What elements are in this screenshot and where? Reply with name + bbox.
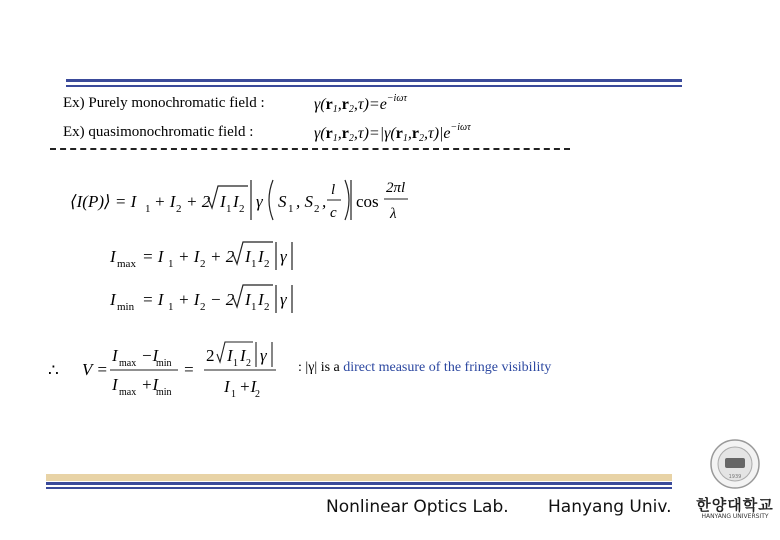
visibility-equation xyxy=(46,338,296,400)
svg-text:cos: cos xyxy=(356,192,379,211)
svg-text:I: I xyxy=(258,290,264,309)
svg-text:1: 1 xyxy=(231,389,236,400)
svg-text:V =: V = xyxy=(82,360,108,379)
svg-text:2: 2 xyxy=(200,258,206,270)
svg-text:I: I xyxy=(258,247,264,266)
svg-text:2: 2 xyxy=(246,358,251,369)
seal-year: 1939 xyxy=(728,474,742,480)
svg-text:+I: +I xyxy=(141,375,159,394)
dashed-separator xyxy=(50,148,570,150)
bottom-bar-blue xyxy=(46,482,672,485)
svg-text:I: I xyxy=(233,192,239,211)
svg-text:I: I xyxy=(245,290,251,309)
svg-text:γ: γ xyxy=(260,346,267,365)
svg-text:γ(r1,r2,τ)=|γ(r1,r2,τ)|e−iωτ: $\gamma(r1,r2,\tau)=|\gamma(r1,r2,\tau)|e^{-i\omega\tau}$ xyxy=(314,122,471,144)
svg-text:γ: γ xyxy=(280,247,287,266)
example-quasi-label: Ex) quasimonochromatic field : xyxy=(63,124,254,140)
svg-text:1: 1 xyxy=(168,301,174,313)
imin-equation xyxy=(108,283,308,317)
example-mono-row xyxy=(63,95,265,112)
svg-text:, S: , S xyxy=(296,192,313,211)
svg-text:⟨I(P)⟩ = I: ⟨I(P)⟩ = I xyxy=(70,192,137,211)
svg-text:λ: λ xyxy=(390,206,397,222)
svg-text:1: 1 xyxy=(168,258,174,270)
mono-formula xyxy=(312,90,452,116)
logo-english-name: HANYANG UNIVERSITY xyxy=(701,513,769,520)
top-bar-line-lower xyxy=(66,85,682,87)
svg-text:max: max xyxy=(117,258,136,270)
footer-university: Hanyang Univ. xyxy=(548,497,672,517)
svg-text:2: 2 xyxy=(264,301,270,313)
example-quasi-row xyxy=(63,124,253,141)
svg-text:+ 2: + 2 xyxy=(186,192,211,211)
svg-text:+ I: + I xyxy=(178,290,200,309)
svg-text:2πl: 2πl xyxy=(386,180,406,196)
top-divider-bar xyxy=(66,79,682,89)
svg-text:min: min xyxy=(156,358,172,369)
svg-text:1: 1 xyxy=(251,301,257,313)
statement-is-a: is a xyxy=(320,360,340,375)
svg-text:1: 1 xyxy=(288,203,294,215)
svg-text:− 2: − 2 xyxy=(210,290,235,309)
logo-korean-name: 한양대학교 xyxy=(696,496,774,514)
svg-text:+I: +I xyxy=(239,377,257,396)
svg-text:+ I: + I xyxy=(178,247,200,266)
svg-text:γ: γ xyxy=(280,290,287,309)
top-bar-line-upper xyxy=(66,79,682,82)
svg-text:I: I xyxy=(240,346,246,365)
bottom-bar-tan xyxy=(46,474,672,481)
svg-text:2: 2 xyxy=(206,346,215,365)
svg-text:1: 1 xyxy=(233,358,238,369)
svg-text:2: 2 xyxy=(264,258,270,270)
hanyang-logo xyxy=(693,438,777,524)
svg-text:I: I xyxy=(110,247,116,266)
bottom-bar-blue-thin xyxy=(46,487,672,489)
svg-text:∴: ∴ xyxy=(48,361,59,380)
svg-text:2: 2 xyxy=(239,203,245,215)
imax-equation xyxy=(108,240,308,274)
svg-text:+ 2: + 2 xyxy=(210,247,235,266)
svg-text:=: = xyxy=(183,360,195,379)
svg-text:min: min xyxy=(156,387,172,398)
svg-text:I: I xyxy=(112,375,118,394)
svg-text:min: min xyxy=(117,301,135,313)
svg-text:2: 2 xyxy=(200,301,206,313)
svg-text:= I: = I xyxy=(142,247,164,266)
visibility-statement xyxy=(298,360,551,376)
svg-text:1: 1 xyxy=(226,203,232,215)
svg-text:I: I xyxy=(110,290,116,309)
svg-text:I: I xyxy=(245,247,251,266)
svg-text:2: 2 xyxy=(314,203,320,215)
svg-text:−I: −I xyxy=(141,346,159,365)
statement-gamma: |γ| xyxy=(305,360,318,375)
svg-text:γ(r1,r2,τ)=e−iωτ: $\gamma(r1,r2,\tau)=e^{-i\omega\tau}$ xyxy=(314,93,407,115)
bottom-divider-bar xyxy=(46,474,672,492)
svg-text:γ: γ xyxy=(256,192,263,211)
intensity-equation xyxy=(68,170,406,230)
svg-text:l: l xyxy=(331,182,336,198)
svg-text:1: 1 xyxy=(145,203,151,215)
svg-text:2: 2 xyxy=(255,389,260,400)
svg-text:2: 2 xyxy=(176,203,182,215)
svg-text:= I: = I xyxy=(142,290,164,309)
example-mono-label: Ex) Purely monochromatic field : xyxy=(63,95,265,111)
svg-text:S: S xyxy=(278,192,287,211)
quasi-formula xyxy=(312,118,482,146)
svg-text:max: max xyxy=(119,358,137,369)
svg-text:I: I xyxy=(227,346,233,365)
svg-text:,: , xyxy=(322,192,327,211)
svg-text:c: c xyxy=(330,205,337,221)
svg-text:+ I: + I xyxy=(154,192,176,211)
svg-text:max: max xyxy=(119,387,137,398)
footer-lab-name: Nonlinear Optics Lab. xyxy=(326,497,509,517)
svg-text:1: 1 xyxy=(251,258,257,270)
svg-text:I: I xyxy=(224,377,230,396)
statement-colon: : xyxy=(298,360,302,375)
svg-text:I: I xyxy=(220,192,226,211)
statement-highlight: direct measure of the fringe visibility xyxy=(343,360,552,375)
svg-text:I: I xyxy=(112,346,118,365)
